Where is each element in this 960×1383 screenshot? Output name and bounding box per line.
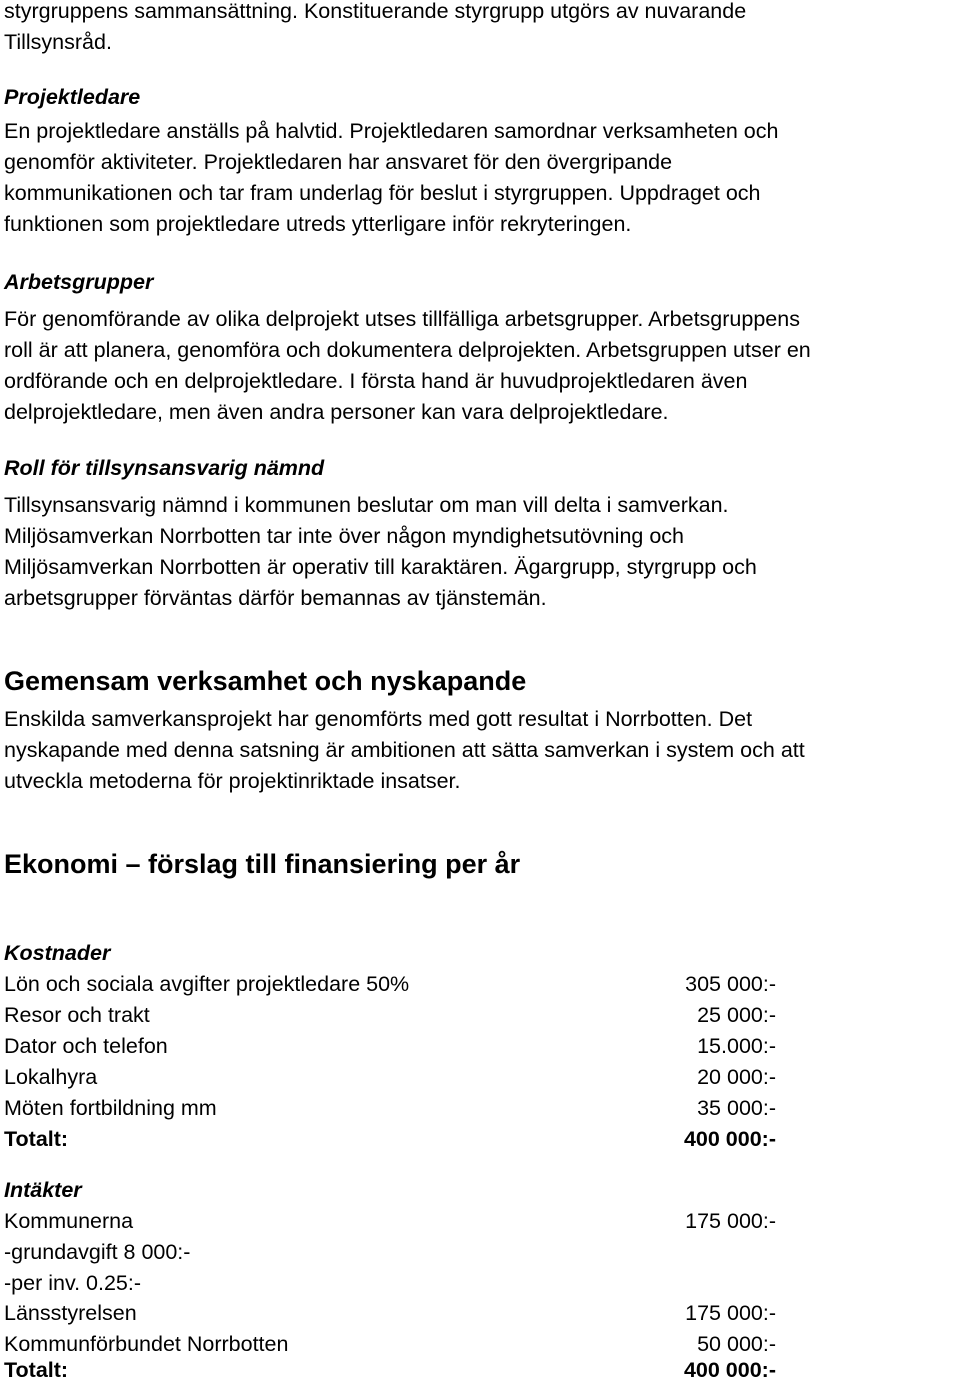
intakt-row xyxy=(4,1208,804,1234)
projektledare-line: En projektledare anställs på halvtid. Projektledaren samordnar verksamheten och xyxy=(4,119,779,143)
kostnad-row xyxy=(4,1033,804,1059)
gemensam-heading: Gemensam verksamhet och nyskapande xyxy=(4,666,527,696)
intakt-row xyxy=(4,1331,804,1357)
roll-line: arbetsgrupper förväntas därför bemannas av tjänstemän. xyxy=(4,586,547,610)
roll-line: Miljösamverkan Norrbotten tar inte över någon myndighetsutövning och xyxy=(4,524,685,548)
kostnad-amount: 15.000:- xyxy=(697,1034,776,1058)
kostnad-row xyxy=(4,1064,804,1090)
kostnad-amount: 20 000:- xyxy=(697,1065,776,1089)
roll-line: Miljösamverkan Norrbotten är operativ till karaktären. Ägargrupp, styrgrupp och xyxy=(4,555,757,579)
intakt-label: Kommunerna xyxy=(4,1209,134,1233)
kostnad-label: Resor och trakt xyxy=(4,1003,150,1027)
kostnad-label: Lokalhyra xyxy=(4,1065,98,1089)
projektledare-heading: Projektledare xyxy=(4,85,141,109)
intakt-row xyxy=(4,1270,804,1296)
intakt-label: Länsstyrelsen xyxy=(4,1301,137,1325)
intakter-total-row xyxy=(4,1357,804,1383)
gemensam-line: utveckla metoderna för projektinriktade insatser. xyxy=(4,769,461,793)
kostnad-amount: 25 000:- xyxy=(697,1003,776,1027)
intakt-amount: 175 000:- xyxy=(685,1301,776,1325)
intakt-label: -grundavgift 8 000:- xyxy=(4,1240,191,1264)
kostnader-total-label: Totalt: xyxy=(4,1127,69,1151)
arbetsgrupper-line: För genomförande av olika delprojekt utses tillfälliga arbetsgrupper. Arbetsgruppens xyxy=(4,307,800,331)
intakt-label: Kommunförbundet Norrbotten xyxy=(4,1332,289,1356)
kostnader-heading: Kostnader xyxy=(4,941,111,965)
intakter-total-amount: 400 000:- xyxy=(683,1358,776,1382)
kostnader-total-row xyxy=(4,1126,804,1152)
kostnad-row xyxy=(4,971,804,997)
intro-line: Tillsynsråd. xyxy=(4,30,112,54)
gemensam-line: Enskilda samverkansprojekt har genomförts med gott resultat i Norrbotten. Det xyxy=(4,707,753,731)
intakt-row xyxy=(4,1300,804,1326)
intakt-amount: 175 000:- xyxy=(685,1209,776,1233)
kostnad-label: Lön och sociala avgifter projektledare 50% xyxy=(4,972,410,996)
arbetsgrupper-line: ordförande och en delprojektledare. I första hand är huvudprojektledaren även xyxy=(4,369,748,393)
roll-heading: Roll för tillsynsansvarig nämnd xyxy=(4,456,325,480)
ekonomi-heading: Ekonomi – förslag till finansiering per år xyxy=(4,849,521,879)
intakt-row xyxy=(4,1239,804,1265)
arbetsgrupper-heading: Arbetsgrupper xyxy=(4,270,154,294)
kostnad-amount: 305 000:- xyxy=(685,972,776,996)
kostnad-amount: 35 000:- xyxy=(697,1096,776,1120)
projektledare-line: kommunikationen och tar fram underlag för beslut i styrgruppen. Uppdraget och xyxy=(4,181,761,205)
arbetsgrupper-line: delprojektledare, men även andra personer kan vara delprojektledare. xyxy=(4,400,669,424)
intakt-amount: 50 000:- xyxy=(697,1332,776,1356)
gemensam-line: nyskapande med denna satsning är ambitionen att sätta samverkan i system och att xyxy=(4,738,805,762)
projektledare-line: funktionen som projektledare utreds ytterligare inför rekryteringen. xyxy=(4,212,632,236)
kostnad-row xyxy=(4,1095,804,1121)
intakter-total-label: Totalt: xyxy=(4,1358,69,1382)
kostnad-label: Dator och telefon xyxy=(4,1034,168,1058)
kostnad-row xyxy=(4,1002,804,1028)
intro-line: styrgruppens sammansättning. Konstituerande styrgrupp utgörs av nuvarande xyxy=(4,0,747,23)
roll-line: Tillsynsansvarig nämnd i kommunen beslutar om man vill delta i samverkan. xyxy=(4,493,729,517)
kostnader-total-amount: 400 000:- xyxy=(683,1127,776,1151)
arbetsgrupper-line: roll är att planera, genomföra och dokumentera delprojekten. Arbetsgruppen utser en xyxy=(4,338,811,362)
projektledare-line: genomför aktiviteter. Projektledaren har ansvaret för den övergripande xyxy=(4,150,673,174)
kostnad-label: Möten fortbildning mm xyxy=(4,1096,217,1120)
intakter-heading: Intäkter xyxy=(4,1178,82,1202)
intakt-label: -per inv. 0.25:- xyxy=(4,1271,142,1295)
